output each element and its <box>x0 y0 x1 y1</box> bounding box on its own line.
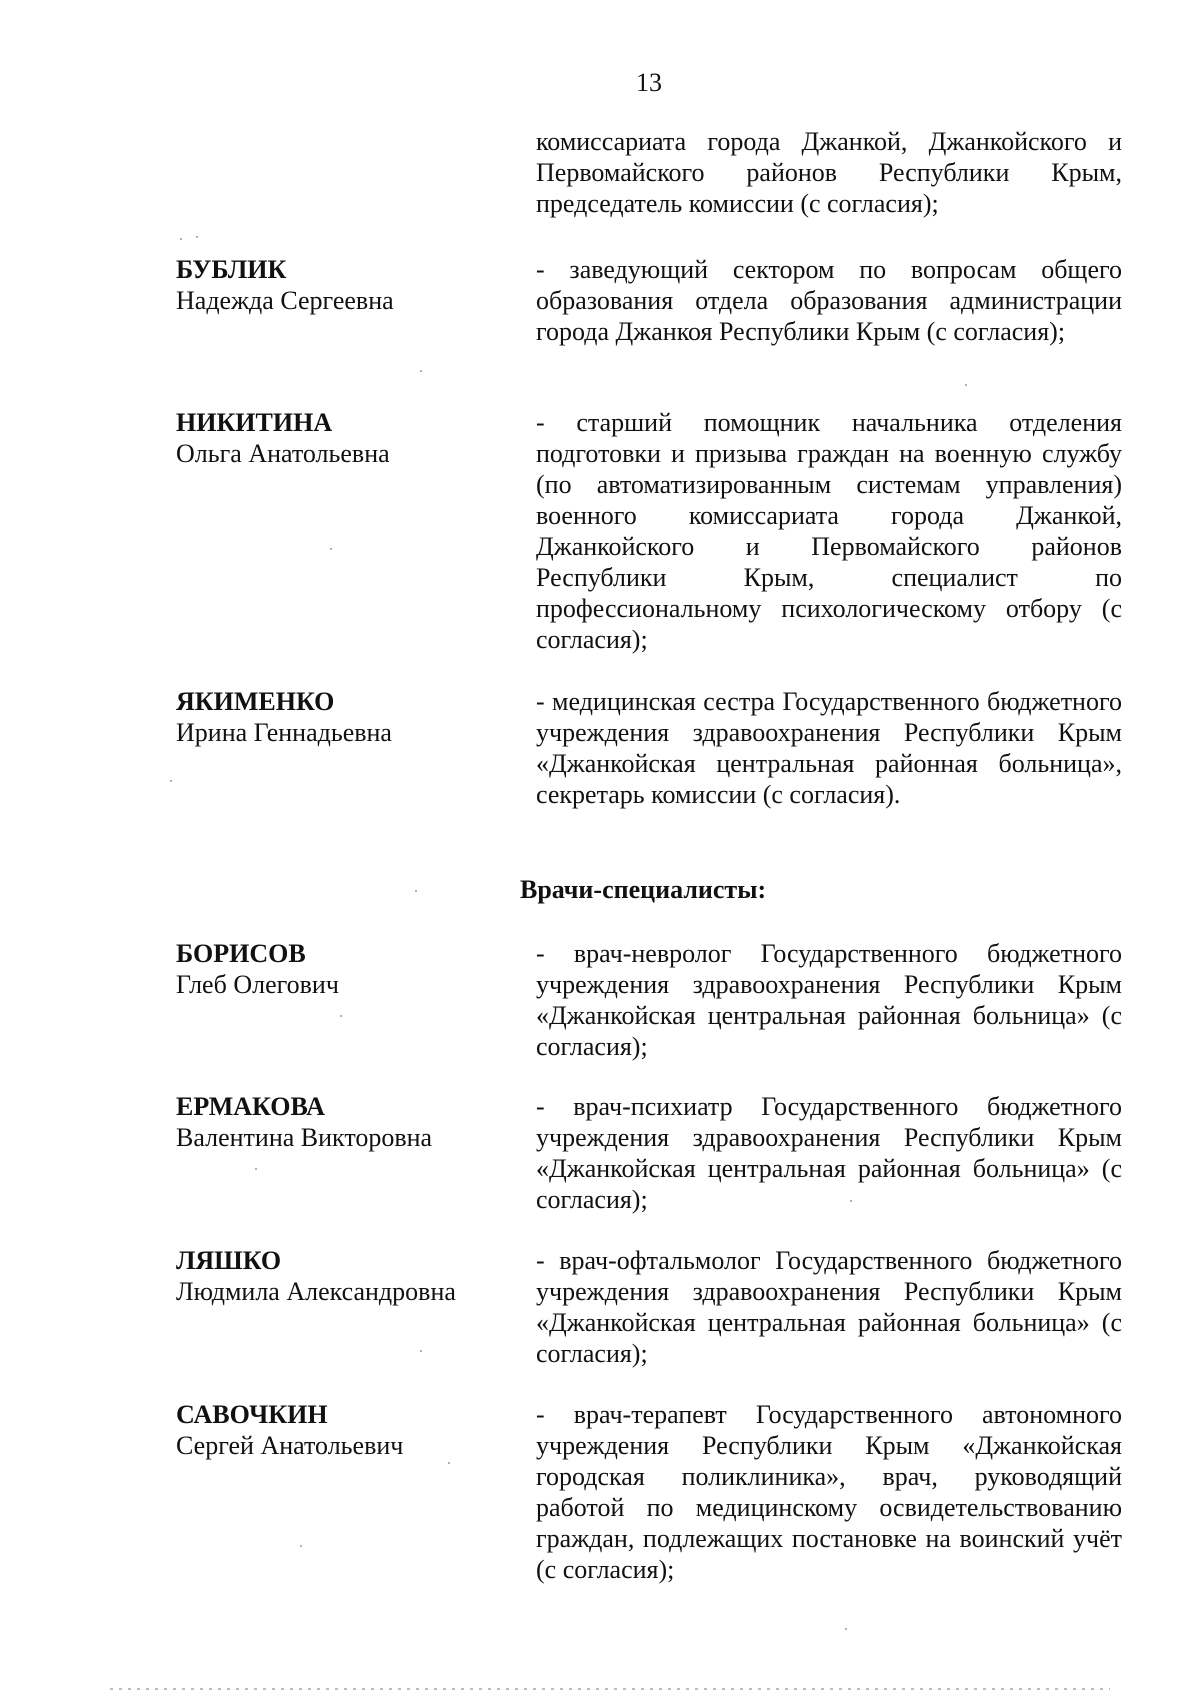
member-position: - медицинская сестра Государственного бюджетного учреждения здравоохранения Республики Крым «Джанкойская центральная районная больница», секретарь комиссии (с согласия). <box>536 687 1122 809</box>
scan-speck <box>420 1350 422 1352</box>
scan-speck <box>196 236 198 238</box>
member-position: - старший помощник начальника отделения подготовки и призыва граждан на военную службу (по автоматизированным системам управления) военного комиссариата города Джанкой, Джанкойского и Первомайского районов Республики Крым, специалист по профессиональному психологическому отбору (с согласия); <box>536 408 1122 654</box>
doctor-name-block <box>176 1091 516 1153</box>
member-surname: ЯКИМЕНКО <box>176 687 335 716</box>
doctor-position: - врач-психиатр Государственного бюджетного учреждения здравоохранения Республики Крым «Джанкойская центральная районная больница» (с согласия); <box>536 1092 1122 1214</box>
member-name-block <box>176 254 516 316</box>
scan-speck <box>300 1545 302 1547</box>
doctor-surname: БОРИСОВ <box>176 939 306 968</box>
doctor-given-names: Глеб Олегович <box>176 970 339 999</box>
doctor-position: - врач-невролог Государственного бюджетного учреждения здравоохранения Республики Крым «Джанкойская центральная районная больница» (с согласия); <box>536 939 1122 1061</box>
doctor-given-names: Сергей Анатольевич <box>176 1431 404 1460</box>
doctor-given-names: Валентина Викторовна <box>176 1123 433 1152</box>
member-name-block <box>176 686 516 748</box>
section-heading: Врачи-специалисты: <box>520 875 767 904</box>
doctor-surname: ЕРМАКОВА <box>176 1092 325 1121</box>
doctor-given-names: Людмила Александровна <box>176 1277 456 1306</box>
doctor-name-block <box>176 1245 516 1307</box>
scan-edge-artifact <box>110 1688 1110 1690</box>
member-name-block <box>176 407 516 469</box>
member-position: - заведующий сектором по вопросам общего образования отдела образования администрации города Джанкоя Республики Крым (с согласия); <box>536 255 1122 346</box>
scan-speck <box>850 1200 852 1202</box>
scan-speck <box>170 780 172 782</box>
page-number: 13 <box>636 68 662 97</box>
doctor-surname: ЛЯШКО <box>176 1246 282 1275</box>
scan-speck <box>420 370 422 372</box>
doctor-surname: САВОЧКИН <box>176 1400 328 1429</box>
intro-paragraph: комиссариата города Джанкой, Джанкойского и Первомайского районов Республики Крым, председатель комиссии (с согласия); <box>536 127 1122 218</box>
member-given-names: Надежда Сергеевна <box>176 286 394 315</box>
scan-speck <box>340 1015 342 1017</box>
member-given-names: Ольга Анатольевна <box>176 439 390 468</box>
scan-speck <box>415 890 417 892</box>
member-surname: НИКИТИНА <box>176 408 333 437</box>
doctor-position: - врач-офтальмолог Государственного бюджетного учреждения здравоохранения Республики Крым «Джанкойская центральная районная больница» (с согласия); <box>536 1246 1122 1368</box>
scan-speck <box>180 238 182 240</box>
member-surname: БУБЛИК <box>176 255 287 284</box>
doctor-position: - врач-терапевт Государственного автономного учреждения Республики Крым «Джанкойская городская поликлиника», врач, руководящий работой по медицинскому освидетельствованию граждан, подлежащих постановке на воинский учёт (с согласия); <box>536 1400 1122 1584</box>
scan-speck <box>965 384 967 386</box>
scan-speck <box>448 1462 450 1464</box>
scan-speck <box>845 1628 847 1630</box>
doctor-name-block <box>176 938 516 1000</box>
scan-speck <box>255 1168 257 1170</box>
doctor-name-block <box>176 1399 516 1461</box>
scan-speck <box>330 548 332 550</box>
member-given-names: Ирина Геннадьевна <box>176 718 392 747</box>
